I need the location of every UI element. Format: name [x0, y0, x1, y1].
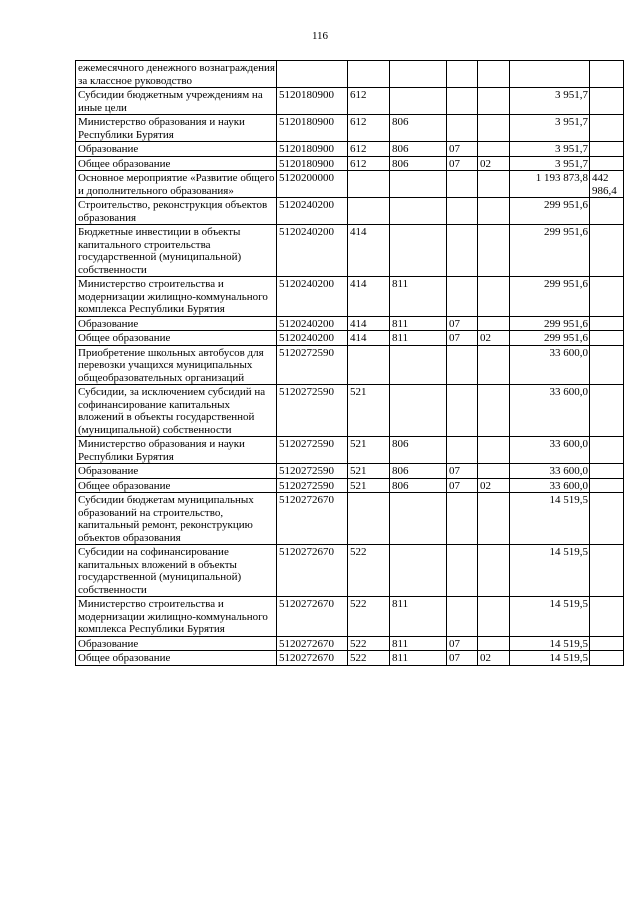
- row-ministry-cell: [390, 171, 447, 198]
- row-amount-extra-cell: [590, 316, 624, 331]
- row-section-cell: [447, 493, 478, 545]
- row-name-cell: Министерство образования и науки Республики Бурятия: [76, 115, 277, 142]
- table-row: [76, 437, 624, 464]
- row-ministry-cell: 811: [390, 597, 447, 637]
- page-number: 116: [311, 30, 329, 42]
- row-subsection-cell: [478, 142, 510, 157]
- row-name-cell: Образование: [76, 142, 277, 157]
- row-subsection-cell: 02: [478, 331, 510, 346]
- row-section-cell: [447, 385, 478, 437]
- row-amount-extra-cell: [590, 437, 624, 464]
- row-name-cell: Основное мероприятие «Развитие общего и дополнительного образования»: [76, 171, 277, 198]
- row-expense-type-cell: [348, 198, 390, 225]
- row-ministry-cell: 811: [390, 277, 447, 317]
- row-name-cell: Субсидии бюджетным учреждениям на иные цели: [76, 88, 277, 115]
- row-amount-cell: 33 600,0: [510, 437, 590, 464]
- row-expense-type-cell: 521: [348, 464, 390, 479]
- row-subsection-cell: [478, 88, 510, 115]
- row-amount-cell: 299 951,6: [510, 316, 590, 331]
- row-amount-extra-cell: [590, 61, 624, 88]
- row-code-cell: 5120272590: [277, 464, 348, 479]
- row-name-cell: Бюджетные инвестиции в объекты капитального строительства государственной (муниципальной) собственности: [76, 225, 277, 277]
- row-section-cell: 07: [447, 156, 478, 171]
- row-section-cell: 07: [447, 142, 478, 157]
- table-row: [76, 277, 624, 317]
- row-amount-extra-cell: [590, 345, 624, 385]
- row-expense-type-cell: [348, 61, 390, 88]
- table-row: [76, 171, 624, 198]
- row-expense-type-cell: [348, 345, 390, 385]
- row-expense-type-cell: 612: [348, 142, 390, 157]
- row-subsection-cell: [478, 171, 510, 198]
- table-row: [76, 142, 624, 157]
- row-name-cell: Субсидии на софинансирование капитальных вложений в объекты государственной (муниципальной) собственности: [76, 545, 277, 597]
- row-subsection-cell: [478, 597, 510, 637]
- row-expense-type-cell: 612: [348, 88, 390, 115]
- row-amount-cell: 299 951,6: [510, 198, 590, 225]
- row-expense-type-cell: 522: [348, 597, 390, 637]
- row-amount-extra-cell: [590, 277, 624, 317]
- row-section-cell: [447, 225, 478, 277]
- row-subsection-cell: [478, 437, 510, 464]
- row-expense-type-cell: [348, 171, 390, 198]
- row-code-cell: 5120180900: [277, 115, 348, 142]
- row-name-cell: Приобретение школьных автобусов для перевозки учащихся муниципальных общеобразовательных организаций: [76, 345, 277, 385]
- row-amount-extra-cell: [590, 636, 624, 651]
- row-code-cell: 5120272590: [277, 345, 348, 385]
- row-expense-type-cell: 522: [348, 651, 390, 666]
- row-ministry-cell: [390, 493, 447, 545]
- row-section-cell: [447, 198, 478, 225]
- table-row: [76, 198, 624, 225]
- row-amount-extra-cell: [590, 156, 624, 171]
- row-name-cell: Общее образование: [76, 156, 277, 171]
- row-subsection-cell: 02: [478, 478, 510, 493]
- row-subsection-cell: [478, 198, 510, 225]
- row-amount-extra-cell: [590, 198, 624, 225]
- row-code-cell: 5120272590: [277, 478, 348, 493]
- row-subsection-cell: [478, 545, 510, 597]
- row-ministry-cell: [390, 61, 447, 88]
- row-section-cell: 07: [447, 651, 478, 666]
- row-amount-cell: 33 600,0: [510, 345, 590, 385]
- row-ministry-cell: [390, 545, 447, 597]
- row-expense-type-cell: 414: [348, 277, 390, 317]
- row-amount-cell: 33 600,0: [510, 385, 590, 437]
- row-subsection-cell: [478, 225, 510, 277]
- row-subsection-cell: [478, 636, 510, 651]
- row-code-cell: 5120272590: [277, 385, 348, 437]
- row-amount-cell: 3 951,7: [510, 142, 590, 157]
- row-subsection-cell: [478, 345, 510, 385]
- row-code-cell: 5120240200: [277, 198, 348, 225]
- row-name-cell: Строительство, реконструкция объектов образования: [76, 198, 277, 225]
- row-amount-cell: 1 193 873,8: [510, 171, 590, 198]
- row-amount-extra-cell: [590, 88, 624, 115]
- row-section-cell: 07: [447, 316, 478, 331]
- table-row: [76, 385, 624, 437]
- row-amount-cell: 299 951,6: [510, 225, 590, 277]
- row-expense-type-cell: 521: [348, 385, 390, 437]
- row-expense-type-cell: 612: [348, 156, 390, 171]
- row-expense-type-cell: [348, 493, 390, 545]
- row-code-cell: 5120180900: [277, 156, 348, 171]
- row-ministry-cell: 811: [390, 636, 447, 651]
- row-name-cell: Образование: [76, 464, 277, 479]
- row-amount-cell: 14 519,5: [510, 651, 590, 666]
- row-ministry-cell: [390, 198, 447, 225]
- row-section-cell: 07: [447, 478, 478, 493]
- row-code-cell: 5120272670: [277, 651, 348, 666]
- row-amount-extra-cell: [590, 225, 624, 277]
- row-amount-extra-cell: [590, 493, 624, 545]
- row-ministry-cell: 806: [390, 437, 447, 464]
- row-expense-type-cell: 521: [348, 478, 390, 493]
- row-amount-extra-cell: [590, 331, 624, 346]
- budget-table-body: [76, 61, 624, 666]
- row-amount-extra-cell: [590, 115, 624, 142]
- row-ministry-cell: [390, 345, 447, 385]
- row-code-cell: 5120272670: [277, 597, 348, 637]
- row-amount-extra-cell: [590, 651, 624, 666]
- table-row: [76, 156, 624, 171]
- row-amount-extra-cell: [590, 464, 624, 479]
- table-row: [76, 61, 624, 88]
- row-name-cell: Образование: [76, 636, 277, 651]
- row-ministry-cell: 806: [390, 115, 447, 142]
- row-code-cell: 5120200000: [277, 171, 348, 198]
- row-code-cell: 5120180900: [277, 88, 348, 115]
- row-expense-type-cell: 521: [348, 437, 390, 464]
- row-code-cell: 5120272670: [277, 545, 348, 597]
- row-amount-cell: 3 951,7: [510, 88, 590, 115]
- row-ministry-cell: 806: [390, 478, 447, 493]
- table-row: [76, 651, 624, 666]
- row-name-cell: Образование: [76, 316, 277, 331]
- row-expense-type-cell: 414: [348, 331, 390, 346]
- row-amount-cell: [510, 61, 590, 88]
- row-subsection-cell: [478, 464, 510, 479]
- row-section-cell: [447, 437, 478, 464]
- row-section-cell: [447, 115, 478, 142]
- row-name-cell: ежемесячного денежного вознаграждения за классное руководство: [76, 61, 277, 88]
- row-amount-cell: 14 519,5: [510, 636, 590, 651]
- row-code-cell: 5120240200: [277, 316, 348, 331]
- row-name-cell: Министерство строительства и модернизации жилищно-коммунального комплекса Республики Бурятия: [76, 597, 277, 637]
- row-code-cell: 5120240200: [277, 331, 348, 346]
- row-section-cell: [447, 88, 478, 115]
- row-amount-cell: 14 519,5: [510, 545, 590, 597]
- row-amount-cell: 14 519,5: [510, 597, 590, 637]
- row-amount-cell: 33 600,0: [510, 464, 590, 479]
- row-name-cell: Субсидии бюджетам муниципальных образований на строительство, капитальный ремонт, реконструкцию объектов образования: [76, 493, 277, 545]
- row-expense-type-cell: 414: [348, 225, 390, 277]
- row-ministry-cell: 806: [390, 156, 447, 171]
- row-section-cell: [447, 597, 478, 637]
- row-expense-type-cell: 522: [348, 636, 390, 651]
- table-row: [76, 345, 624, 385]
- row-section-cell: 07: [447, 636, 478, 651]
- row-amount-extra-cell: [590, 597, 624, 637]
- table-row: [76, 597, 624, 637]
- table-row: [76, 493, 624, 545]
- row-code-cell: 5120240200: [277, 277, 348, 317]
- row-name-cell: Министерство строительства и модернизации жилищно-коммунального комплекса Республики Бурятия: [76, 277, 277, 317]
- row-expense-type-cell: 612: [348, 115, 390, 142]
- table-row: [76, 88, 624, 115]
- row-section-cell: [447, 345, 478, 385]
- row-amount-cell: 299 951,6: [510, 277, 590, 317]
- row-subsection-cell: [478, 277, 510, 317]
- row-section-cell: [447, 61, 478, 88]
- row-section-cell: [447, 277, 478, 317]
- row-amount-extra-cell: [590, 142, 624, 157]
- row-ministry-cell: [390, 385, 447, 437]
- row-subsection-cell: [478, 493, 510, 545]
- row-code-cell: [277, 61, 348, 88]
- row-code-cell: 5120180900: [277, 142, 348, 157]
- row-code-cell: 5120272670: [277, 636, 348, 651]
- table-row: [76, 225, 624, 277]
- table-row: [76, 331, 624, 346]
- row-subsection-cell: 02: [478, 651, 510, 666]
- row-subsection-cell: [478, 61, 510, 88]
- row-amount-extra-cell: [590, 478, 624, 493]
- table-row: [76, 478, 624, 493]
- row-amount-cell: 14 519,5: [510, 493, 590, 545]
- row-section-cell: 07: [447, 464, 478, 479]
- row-amount-cell: 3 951,7: [510, 156, 590, 171]
- row-amount-extra-cell: [590, 545, 624, 597]
- row-subsection-cell: [478, 385, 510, 437]
- row-ministry-cell: 811: [390, 651, 447, 666]
- row-expense-type-cell: 522: [348, 545, 390, 597]
- table-row: [76, 115, 624, 142]
- row-ministry-cell: [390, 88, 447, 115]
- row-amount-cell: 33 600,0: [510, 478, 590, 493]
- row-ministry-cell: 806: [390, 464, 447, 479]
- table-row: [76, 464, 624, 479]
- row-expense-type-cell: 414: [348, 316, 390, 331]
- row-name-cell: Общее образование: [76, 478, 277, 493]
- budget-table: [75, 60, 624, 666]
- table-row: [76, 545, 624, 597]
- table-row: [76, 636, 624, 651]
- row-amount-extra-cell: 442 986,4: [590, 171, 624, 198]
- table-row: [76, 316, 624, 331]
- row-name-cell: Общее образование: [76, 331, 277, 346]
- row-code-cell: 5120272670: [277, 493, 348, 545]
- row-name-cell: Министерство образования и науки Республики Бурятия: [76, 437, 277, 464]
- row-subsection-cell: [478, 316, 510, 331]
- row-code-cell: 5120240200: [277, 225, 348, 277]
- row-ministry-cell: 811: [390, 316, 447, 331]
- row-section-cell: [447, 171, 478, 198]
- row-subsection-cell: [478, 115, 510, 142]
- row-ministry-cell: 806: [390, 142, 447, 157]
- row-name-cell: Субсидии, за исключением субсидий на софинансирование капитальных вложений в объекты государственной (муниципальной) собственности: [76, 385, 277, 437]
- row-amount-extra-cell: [590, 385, 624, 437]
- row-code-cell: 5120272590: [277, 437, 348, 464]
- row-ministry-cell: 811: [390, 331, 447, 346]
- row-section-cell: 07: [447, 331, 478, 346]
- row-amount-cell: 3 951,7: [510, 115, 590, 142]
- row-amount-cell: 299 951,6: [510, 331, 590, 346]
- row-subsection-cell: 02: [478, 156, 510, 171]
- row-section-cell: [447, 545, 478, 597]
- row-name-cell: Общее образование: [76, 651, 277, 666]
- row-ministry-cell: [390, 225, 447, 277]
